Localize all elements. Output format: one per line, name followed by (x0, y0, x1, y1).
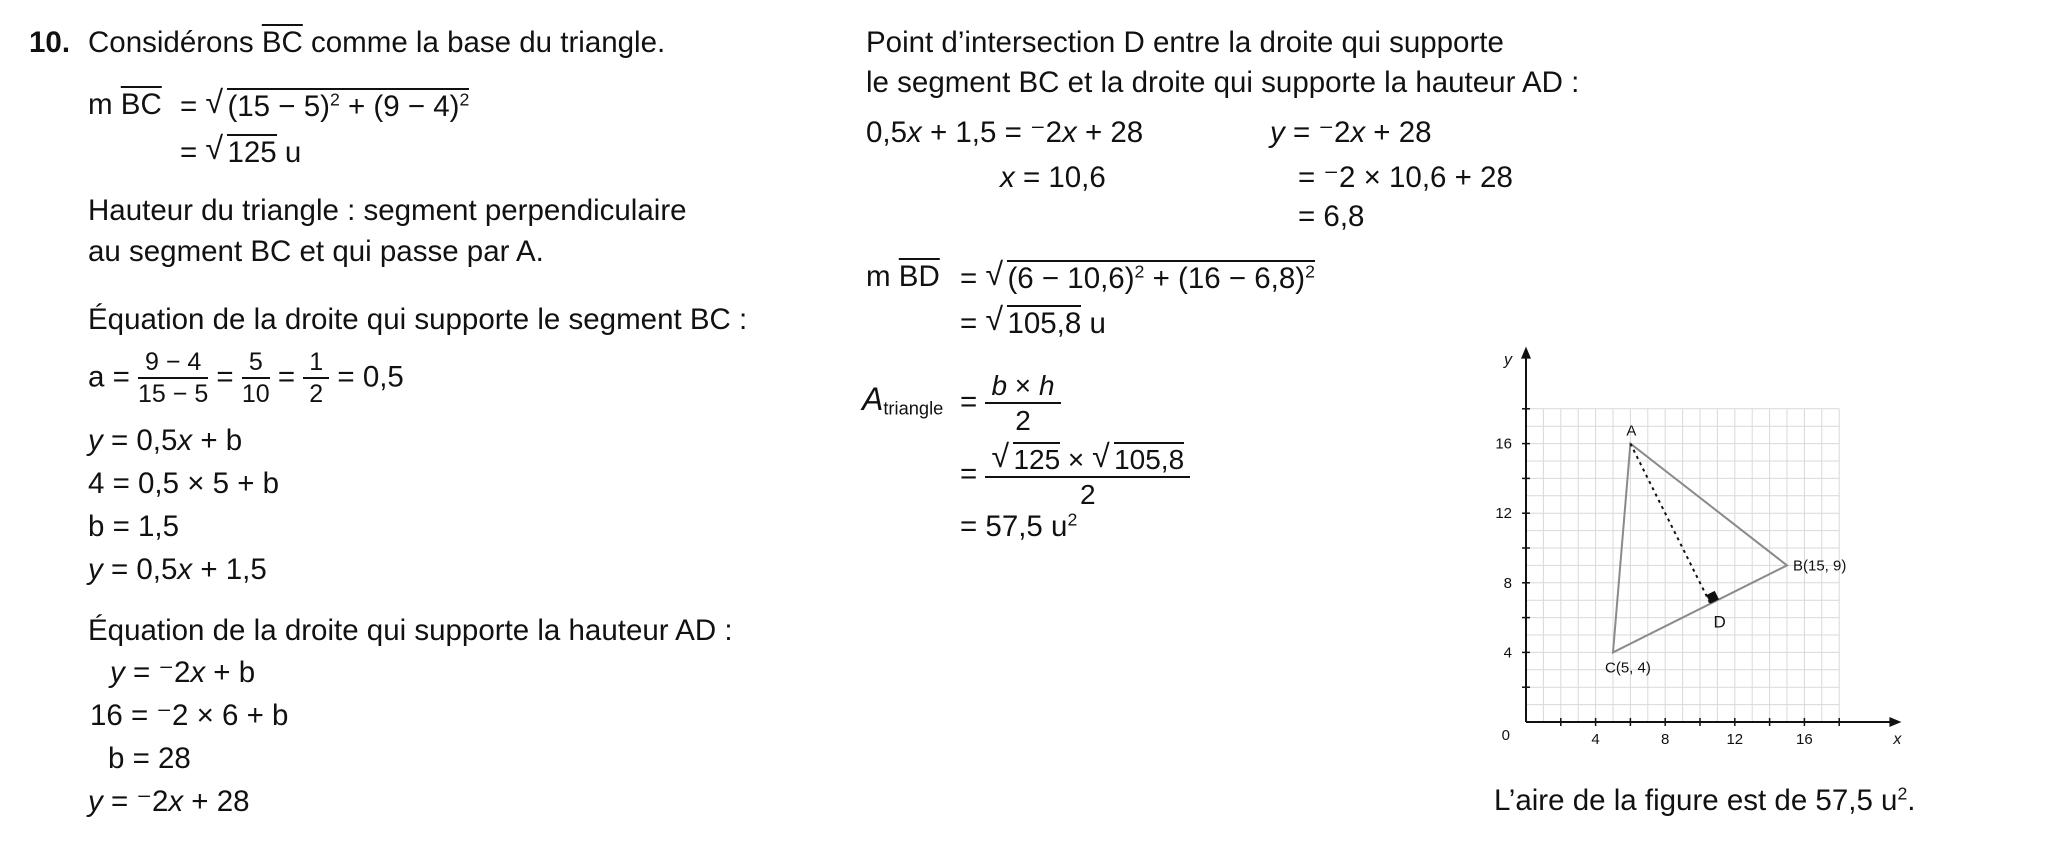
area-eq2: = √ $\frac{125 \times √ 105,8}{2}$ (960, 442, 1190, 509)
eq-ad-title: Équation de la droite qui supporte la hauteur AD : (88, 614, 733, 647)
graph-labels (1495, 352, 1902, 748)
bd-measure-eq2: = √ 105,8 u (960, 305, 1106, 339)
eq-b2: = ⁻2 × 10,6 + 28 (1298, 161, 1513, 194)
bc-step-1: y = 0,5x + b (88, 424, 243, 457)
x-tick-label: 8 (1661, 731, 1670, 748)
ad-step-2: 16 = ⁻2 × 6 + b (90, 699, 289, 732)
ad-step-1: y = ⁻2x + b (110, 656, 256, 689)
problem-number: 10. (29, 26, 71, 59)
area-eq1: = $\frac{b \times h}{2}$ (960, 372, 1061, 435)
eq-bc-title: Équation de la droite qui supporte le segment BC : (88, 303, 748, 336)
bc-step-2: 4 = 0,5 × 5 + b (88, 467, 280, 500)
y-tick-label: 16 (1495, 435, 1512, 453)
eq-b3: = 6,8 (1298, 200, 1365, 233)
point-d-label: D (1713, 612, 1726, 632)
height-def-line2: au segment BC et qui passe par A. (88, 235, 544, 268)
eq-a1: 0,5x + 1,5 = ⁻2x + 28 (866, 116, 1144, 149)
conclusion-text: L’aire de la figure est de 57,5 $u^2$. (1494, 783, 1916, 817)
intersect-line1: Point d’intersection D entre la droite qui supporte (866, 26, 1504, 59)
bc-measure-eq1: = √ $(15 - 5)^2 + (9 - 4)^2$ (180, 88, 469, 122)
area-eq3: = 57,5 $u^2$ (960, 509, 1078, 543)
x-tick-label: 4 (1591, 731, 1600, 748)
ad-step-4: y = ⁻2x + 28 (88, 785, 250, 818)
height-ad (1630, 444, 1710, 604)
eq-b1: y = ⁻2x + 28 (1270, 116, 1432, 149)
height-def-line1: Hauteur du triangle : segment perpendiculaire (88, 194, 687, 227)
y-tick-label: 4 (1503, 644, 1512, 662)
x-tick-label: 12 (1726, 731, 1744, 748)
y-tick-label: 12 (1495, 505, 1512, 523)
y-tick-label: 8 (1503, 574, 1512, 592)
triangle-graph (1470, 350, 1900, 760)
point-c-label: C(5, 4) (1605, 659, 1651, 677)
point-b-label: B(15, 9) (1793, 557, 1847, 575)
bc-measure-label: m $\overline{BC}$ (88, 88, 162, 121)
area-label: $A_{triangle}$ (862, 381, 944, 419)
bd-measure-eq1: = √ $(6 - 10,6)^2 + (16 - 6,8)^2$ (960, 260, 1315, 294)
origin-label: 0 (1501, 727, 1510, 744)
bc-step-4: y = 0,5x + 1,5 (88, 553, 267, 586)
x-axis-label: x (1893, 731, 1902, 748)
intro-text: Considérons $\overline{BC}$ comme la base du triangle. (88, 26, 666, 59)
bc-measure-eq2: = √ 125 u (180, 134, 301, 168)
eq-a2: x = 10,6 (1000, 161, 1106, 194)
point-a-label: A (1626, 422, 1637, 440)
slope-line: a = $\frac{9 - 4}{15 - 5}$ = $\frac{5}{10}$ = $\frac{1}{2}$ = 0,5 (88, 348, 404, 408)
ad-step-3: b = 28 (108, 742, 191, 775)
bc-step-3: b = 1,5 (88, 510, 180, 543)
intersect-line2: le segment BC et la droite qui supporte la hauteur AD : (866, 66, 1580, 99)
x-axis-arrow (1889, 717, 1901, 727)
x-tick-label: 16 (1796, 731, 1813, 748)
y-axis-arrow (1521, 347, 1531, 359)
bd-measure-label: m $\overline{BD}$ (866, 260, 940, 293)
y-axis-label: y (1504, 351, 1512, 369)
